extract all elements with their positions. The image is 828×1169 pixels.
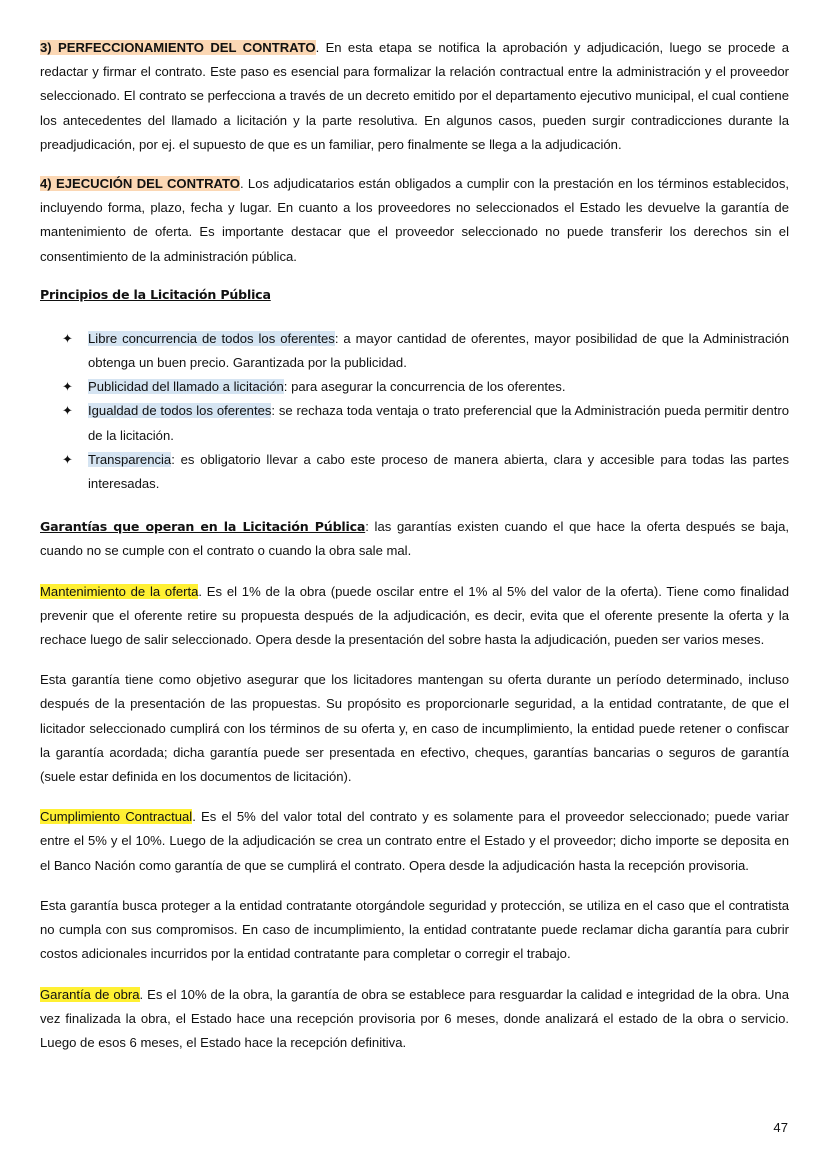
principio-label: Publicidad del llamado a licitación [88, 379, 284, 395]
star-bullet-icon: ✦ [62, 403, 73, 419]
principio-label: Transparencia [88, 451, 172, 467]
star-bullet-icon: ✦ [62, 451, 73, 467]
list-item [62, 448, 789, 496]
obra-text: . Es el 10% de la obra, la garantía de obra se establece para resguardar la calidad e integridad de la obra. Una vez finalizada la obra, el Estado hace una recepción provisoria por 6 meses, donde analizará el estado de la obra o servicio. Luego de esos 6 meses, el Estado hace la recepción definitiva. [40, 986, 789, 1050]
section-ejecucion-label: 4) EJECUCIÓN DEL CONTRATO [40, 176, 240, 192]
page-content [40, 36, 789, 1055]
mantenimiento-detail-paragraph: Esta garantía tiene como objetivo asegurar que los licitadores mantengan su oferta durante un período determinado, incluso después de la presentación de las propuestas. Su propósito es proporcionarle seguridad, a la entidad contratante, de que el licitador seleccionado cumplirá con los términos de su oferta y, en caso de incumplimiento, la entidad puede retener o confiscar la garantía acordada; dicha garantía puede ser presentada en efectivo, cheques, garantías bancarias o seguros de garantía (suele estar definida en los documentos de licitación). [40, 672, 789, 785]
mantenimiento-text: . Es el 1% de la obra (puede oscilar entre el 1% al 5% del valor de la oferta). Tiene como finalidad prevenir que el oferente retire su propuesta después de la adjudicación, es decir, evita que el oferente presente la oferta y la rechace luego de salir seleccionado. Opera desde la presentación del sobre hasta la adjudicación, pueden ser varios meses. [40, 583, 789, 648]
star-bullet-icon: ✦ [62, 379, 73, 395]
principio-text: : se rechaza toda ventaja o trato preferencial que la Administración pueda permitir dentro de la licitación. [88, 403, 789, 443]
principios-list [40, 327, 789, 496]
principios-heading: Principios de la Licitación Pública [40, 286, 271, 302]
cumplimiento-label: Cumplimiento Contractual [40, 809, 193, 825]
list-item [62, 399, 789, 447]
list-item [62, 375, 789, 399]
obra-label: Garantía de obra [40, 986, 140, 1002]
page-number: 47 [773, 1120, 788, 1135]
garantias-text: : las garantías existen cuando el que hace la oferta después se baja, cuando no se cumple con el contrato o cuando la obra sale mal. [40, 519, 789, 559]
cumplimiento-detail-paragraph: Esta garantía busca proteger a la entidad contratante otorgándole seguridad y protección, se utiliza en el caso que el contratista no cumpla con sus compromisos. En caso de incumplimiento, la entidad contratante puede reclamar dicha garantía para cubrir costos adicionales incurridos por la entidad contratante para completar o corregir el trabajo. [40, 897, 789, 962]
section-perfeccionamiento-label: 3) PERFECCIONAMIENTO DEL CONTRATO [40, 40, 316, 55]
cumplimiento-paragraph [40, 805, 789, 878]
principio-text: : es obligatorio llevar a cabo este proceso de manera abierta, clara y accesible para todas las partes interesadas. [88, 451, 789, 492]
list-item [62, 327, 789, 375]
principio-label: Igualdad de todos los oferentes [88, 403, 272, 419]
garantias-heading: Garantías que operan en la Licitación Pública [40, 519, 366, 535]
obra-paragraph [40, 983, 789, 1056]
mantenimiento-label: Mantenimiento de la oferta [40, 583, 199, 599]
mantenimiento-paragraph [40, 580, 789, 653]
section-ejecucion-text: . Los adjudicatarios están obligados a cumplir con la prestación en los términos establecidos, incluyendo forma, plazo, fecha y lugar. En cuanto a los proveedores no seleccionados el Estado les devuelve la garantía de mantenimiento de oferta. Es importante destacar que el proveedor seleccionado no puede transferir los derechos sin el consentimiento de la administración pública. [40, 176, 789, 264]
section-ejecucion [40, 172, 789, 269]
section-perfeccionamiento-text: . En esta etapa se notifica la aprobación y adjudicación, luego se procede a redactar y firmar el contrato. Este paso es esencial para formalizar la relación contractual entre la administración y el proveedor seleccionado. El contrato se perfecciona a través de un decreto emitido por el departamento ejecutivo municipal, el cual contiene los antecedentes del llamado a licitación y la parte resolutiva. En algunos casos, pueden surgir contradicciones durante la preadjudicación, por ej. el supuesto de que es un familiar, pero finalmente se llega a la adjudicación. [40, 40, 789, 152]
section-perfeccionamiento [40, 36, 789, 157]
principio-text: : a mayor cantidad de oferentes, mayor posibilidad de que la Administración obtenga un buen precio. Garantizada por la publicidad. [88, 330, 789, 371]
star-bullet-icon: ✦ [62, 330, 73, 346]
cumplimiento-text: . Es el 5% del valor total del contrato y es solamente para el proveedor seleccionado; puede variar entre el 5% y el 10%. Luego de la adjudicación se crea un contrato entre el Estado y el proveedor; dicho importe se deposita en el Banco Nación como garantía de que se cumplirá el contrato. Opera desde la adjudicación hasta la recepción provisoria. [40, 809, 789, 873]
principio-text: : para asegurar la concurrencia de los oferentes. [283, 379, 566, 395]
garantias-intro [40, 515, 789, 563]
principio-label: Libre concurrencia de todos los oferentes [88, 330, 335, 346]
